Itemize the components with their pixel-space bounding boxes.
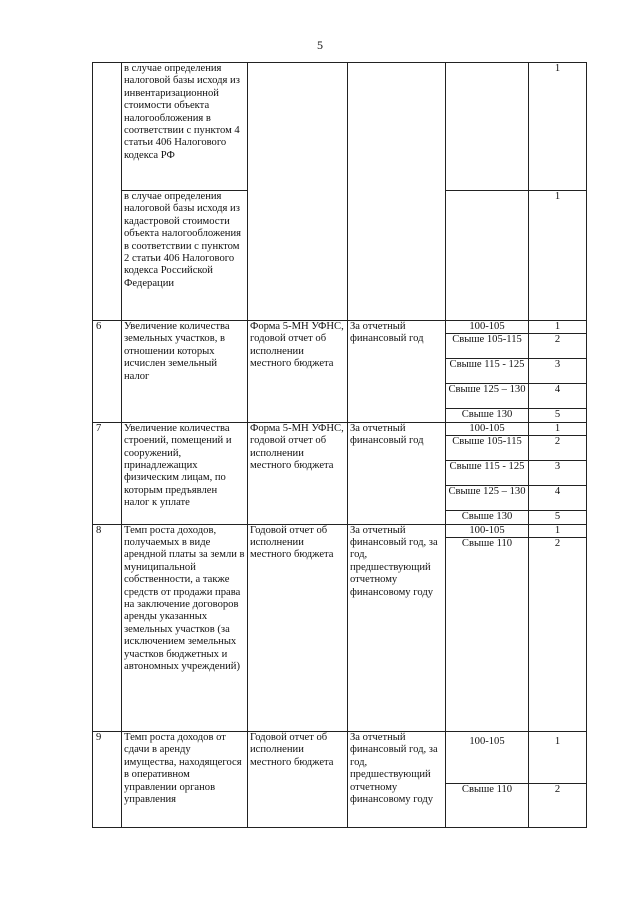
cell-period: За отчетный финансовый год, за год, предшествующий отчетному финансовому году: [348, 524, 446, 731]
cell-points: 1: [529, 321, 587, 334]
cell-points: 2: [529, 784, 587, 828]
table-row: [93, 524, 587, 537]
cell-value: Свыше 125 – 130: [446, 384, 529, 409]
cell-indicator: Увеличение количества строений, помещений и сооружений, принадлежащих физическим лицам, по которым предъявлен налог к уплате: [122, 422, 248, 524]
cell-source: Форма 5-МН УФНС, годовой отчет об исполнении местного бюджета: [248, 321, 348, 423]
cell-value: Свыше 115 - 125: [446, 461, 529, 486]
cell-value: Свыше 130: [446, 511, 529, 524]
cell-value: 100-105: [446, 321, 529, 334]
cell-value: Свыше 105-115: [446, 334, 529, 359]
cell-value: Свыше 115 - 125: [446, 359, 529, 384]
cell-value: Свыше 110: [446, 538, 529, 732]
cell-value: 100-105: [446, 524, 529, 537]
cell-value: Свыше 110: [446, 784, 529, 828]
cell-points: 3: [529, 359, 587, 384]
table-row: [93, 422, 587, 435]
cell-source: Годовой отчет об исполнении местного бюджета: [248, 732, 348, 828]
cell-points: 1: [529, 422, 587, 435]
cell-num: [93, 63, 122, 321]
cell-period: [348, 63, 446, 321]
cell-value: [446, 732, 529, 784]
cell-period: За отчетный финансовый год, за год, предшествующий отчетному финансовому году: [348, 732, 446, 828]
page-number: 5: [317, 38, 323, 52]
cell-num: 8: [93, 524, 122, 731]
cell-points: 1: [529, 63, 587, 191]
table-row: [93, 732, 587, 784]
cell-source: [248, 63, 348, 321]
cell-points: 3: [529, 461, 587, 486]
value-text: 100-105: [469, 736, 505, 748]
cell-points: 1: [529, 191, 587, 321]
cell-indicator: Темп роста доходов, получаемых в виде арендной платы за земли в муниципальной собственности, а также средств от продажи права на заключение договоров аренды указанных земельных участков (за исключением земельных участков бюджетных и автономных учреждений): [122, 524, 248, 731]
cell-value: Свыше 105-115: [446, 436, 529, 461]
cell-period: За отчетный финансовый год: [348, 422, 446, 524]
cell-points: 2: [529, 436, 587, 461]
cell-points: 2: [529, 334, 587, 359]
points-text: 1: [554, 736, 561, 748]
cell-num: 7: [93, 422, 122, 524]
cell-points: 4: [529, 384, 587, 409]
cell-value: 100-105: [446, 422, 529, 435]
cell-num: 6: [93, 321, 122, 423]
cell-points: 5: [529, 409, 587, 422]
cell-points: 2: [529, 538, 587, 732]
cell-source: Форма 5-МН УФНС, годовой отчет об исполнении местного бюджета: [248, 422, 348, 524]
cell-source: Годовой отчет об исполнении местного бюджета: [248, 524, 348, 731]
cell-points: [529, 732, 587, 784]
table-row: [93, 321, 587, 334]
cell-value: Свыше 125 – 130: [446, 486, 529, 511]
cell-value: [446, 63, 529, 191]
cell-points: 5: [529, 511, 587, 524]
cell-indicator: в случае определения налоговой базы исходя из кадастровой стоимости объекта налогообложения в соответствии с пунктом 2 статьи 406 Налогового кодекса Российской Федерации: [122, 191, 248, 321]
cell-period: За отчетный финансовый год: [348, 321, 446, 423]
indicators-table: [92, 62, 587, 828]
cell-value: [446, 191, 529, 321]
cell-num: 9: [93, 732, 122, 828]
cell-points: 4: [529, 486, 587, 511]
continuation-row-1: [93, 63, 587, 191]
cell-indicator: в случае определения налоговой базы исходя из инвентаризационной стоимости объекта налогообложения в соответствии с пунктом 4 статьи 406 Налогового кодекса РФ: [122, 63, 248, 191]
cell-indicator: Увеличение количества земельных участков, в отношении которых исчислен земельный налог: [122, 321, 248, 423]
cell-points: 1: [529, 524, 587, 537]
cell-value: Свыше 130: [446, 409, 529, 422]
cell-indicator: Темп роста доходов от сдачи в аренду имущества, находящегося в оперативном управлении органов управления: [122, 732, 248, 828]
